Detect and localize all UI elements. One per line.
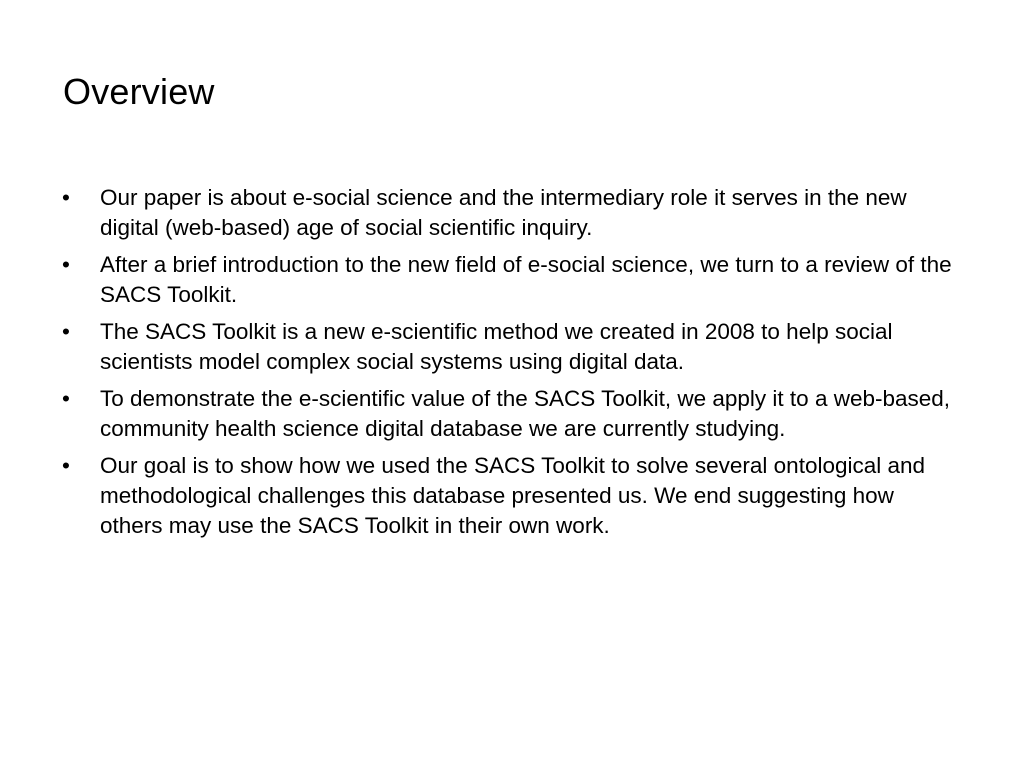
bullet-icon: •: [62, 319, 70, 344]
bullet-icon: •: [62, 386, 70, 411]
bullet-icon: •: [62, 453, 70, 478]
slide-title: Overview: [63, 71, 215, 112]
bullet-item: [62, 317, 962, 377]
bullet-icon: •: [62, 252, 70, 277]
bullet-text: The SACS Toolkit is a new e-scientific method we created in 2008 to help social scientists model complex social systems using digital data.: [100, 319, 893, 374]
bullet-text: Our paper is about e-social science and the intermediary role it serves in the new digital (web-based) age of social scientific inquiry.: [100, 185, 907, 240]
bullet-icon: •: [62, 185, 70, 210]
bullet-item: [62, 183, 962, 243]
bullet-text: Our goal is to show how we used the SACS Toolkit to solve several ontological and methodological challenges this database presented us. We end suggesting how others may use the SACS Toolkit in their own work.: [100, 453, 926, 538]
bullet-list: [62, 183, 962, 548]
bullet-item: [62, 250, 962, 310]
bullet-text: To demonstrate the e-scientific value of the SACS Toolkit, we apply it to a web-based, community health science digital database we are currently studying.: [100, 386, 951, 441]
bullet-text: After a brief introduction to the new field of e-social science, we turn to a review of the SACS Toolkit.: [100, 252, 952, 307]
bullet-item: [62, 451, 962, 541]
bullet-item: [62, 384, 962, 444]
